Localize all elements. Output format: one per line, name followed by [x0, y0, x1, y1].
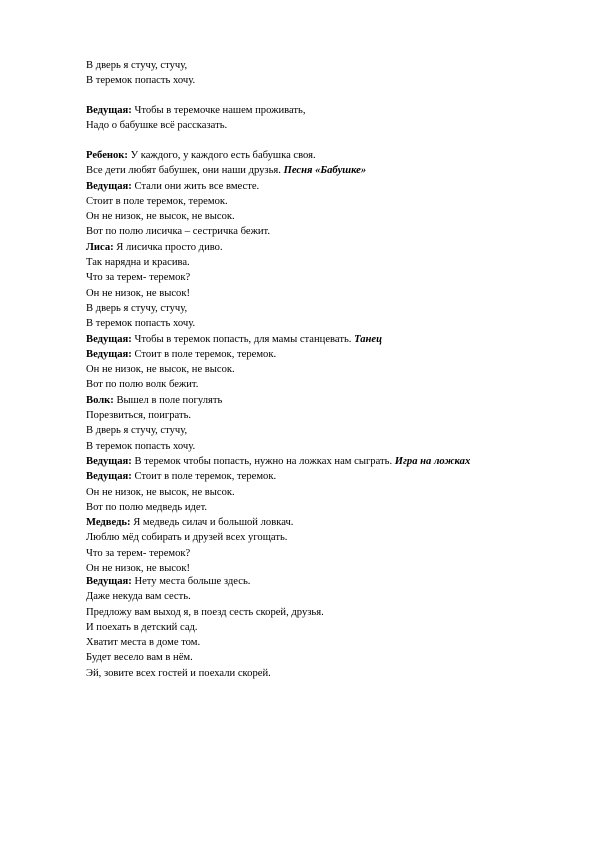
text-line: Эй, зовите всех гостей и поехали скорей.: [86, 667, 271, 679]
speaker-label: Медведь:: [86, 517, 131, 529]
text-line: Надо о бабушке всё рассказать.: [86, 120, 228, 132]
speaker-label: Ведущая:: [86, 576, 132, 587]
text-line: Он не низок, не высок, не высок.: [86, 364, 235, 376]
text-line: Ведущая: Нету места больше здесь.: [86, 576, 251, 587]
text-line: Так нарядна и красива.: [86, 257, 190, 269]
stage-direction: Песня «Бабушке»: [283, 165, 367, 177]
text-line: Медведь: Я медведь силач и большой ловкач.: [86, 517, 294, 529]
text-line: В дверь я стучу, стучу,: [86, 425, 188, 437]
text-line: Хватит места в доме том.: [86, 637, 201, 649]
stanza-finale: [86, 574, 556, 681]
text-line: Все дети любят бабушек, они наши друзья. Песня «Бабушке»: [86, 165, 367, 177]
speaker-label: Лиса:: [86, 241, 114, 253]
text-line: Что за терем- теремок?: [86, 272, 191, 284]
text-line: Ведущая: Стоит в поле теремок, теремок.: [86, 471, 277, 483]
speaker-label: Ведущая:: [86, 180, 132, 192]
text-line: Вот по полю лисичка – сестричка бежит.: [86, 226, 271, 238]
text-line: В теремок попасть хочу.: [86, 75, 196, 87]
text-line: Порезвиться, поиграть.: [86, 410, 192, 422]
speaker-label: Ведущая:: [86, 333, 132, 345]
text-line: В дверь я стучу, стучу,: [86, 60, 188, 71]
text-line: Ведущая: Стоит в поле теремок, теремок.: [86, 348, 277, 360]
speaker-label: Ведущая:: [86, 105, 132, 116]
stanza-main: [86, 148, 556, 576]
speaker-label: Ведущая:: [86, 348, 132, 360]
text-line: Он не низок, не высок!: [86, 287, 191, 299]
text-line: И поехать в детский сад.: [86, 621, 198, 633]
stanza-opening: [86, 58, 556, 89]
text-line: Лиса: Я лисичка просто диво.: [86, 241, 223, 253]
text-line: Предложу вам выход я, в поезд сесть скорей, друзья.: [86, 606, 324, 618]
text-line: Ведущая: В теремок чтобы попасть, нужно на ложках нам сыграть. Игра на ложках: [86, 455, 471, 467]
text-line: Вот по полю волк бежит.: [86, 379, 199, 391]
text-line: Даже некуда вам сесть.: [86, 591, 191, 603]
text-line: Он не низок, не высок!: [86, 563, 191, 575]
text-line: Будет весело вам в нём.: [86, 652, 193, 664]
text-line: Ведущая: Стали они жить все вместе.: [86, 180, 260, 192]
stanza-host-grandmother: [86, 103, 556, 134]
text-line: Ведущая: Чтобы в теремок попасть, для мамы станцевать. Танец: [86, 333, 382, 345]
text-line: Вот по полю медведь идет.: [86, 501, 208, 513]
speaker-label: Ведущая:: [86, 471, 132, 483]
text-line: В теремок попасть хочу.: [86, 318, 196, 330]
text-line: В дверь я стучу, стучу,: [86, 302, 188, 314]
text-line: Люблю мёд собирать и друзей всех угощать.: [86, 532, 288, 544]
stage-direction: Игра на ложках: [394, 455, 471, 467]
text-line: Он не низок, не высок, не высок.: [86, 486, 235, 498]
speaker-label: Волк:: [86, 394, 114, 406]
text-line: Ребенок: У каждого, у каждого есть бабушка своя.: [86, 150, 316, 161]
text-line: Ведущая: Чтобы в теремочке нашем проживать,: [86, 105, 306, 116]
text-line: Он не низок, не высок, не высок.: [86, 211, 235, 223]
speaker-label: Ребенок:: [86, 150, 128, 161]
stage-direction: Танец: [354, 333, 382, 345]
text-line: Стоит в поле теремок, теремок.: [86, 195, 228, 207]
text-line: Что за терем- теремок?: [86, 547, 191, 559]
text-line: В теремок попасть хочу.: [86, 440, 196, 452]
text-line: Волк: Вышел в поле погулять: [86, 394, 223, 406]
speaker-label: Ведущая:: [86, 455, 132, 467]
